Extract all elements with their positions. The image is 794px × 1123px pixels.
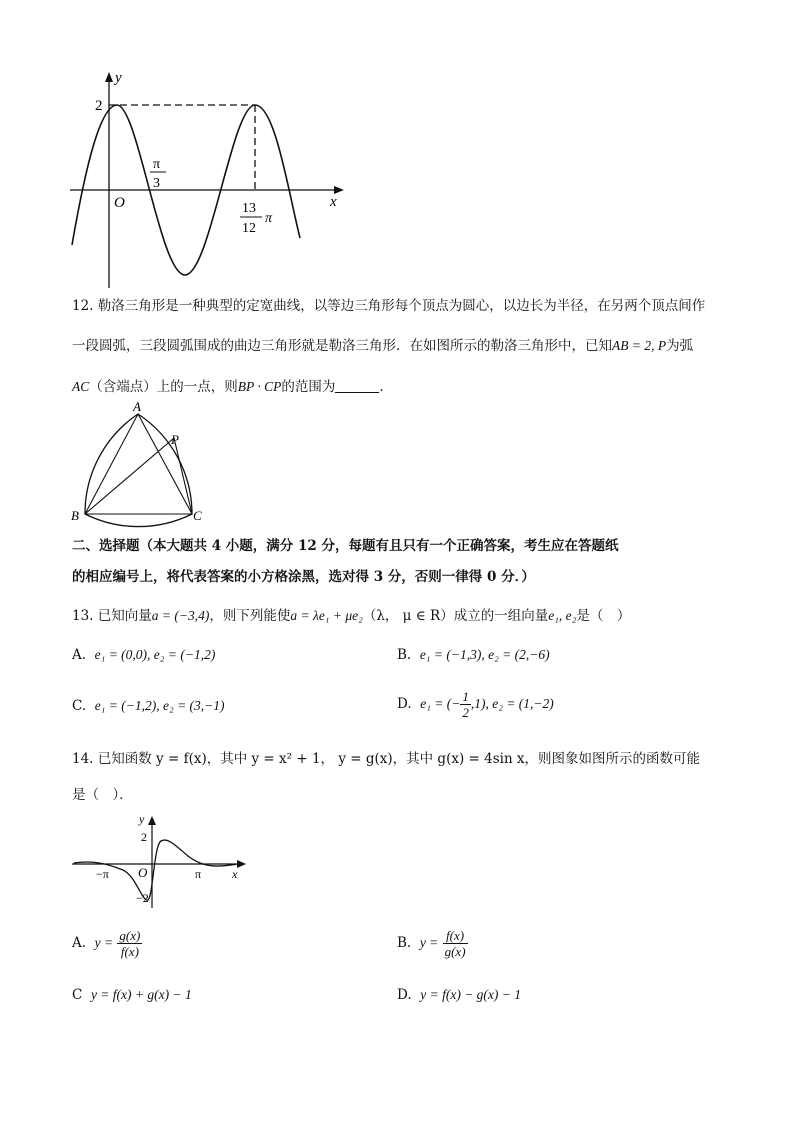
x-axis-label: x — [330, 194, 337, 210]
q13-option-b[interactable]: B. e₁ = (−1,3), e₂ = (2,−6) — [397, 647, 550, 663]
sine-graph — [60, 60, 360, 300]
q14-option-d[interactable]: D. y = f(x) − g(x) − 1 — [397, 987, 522, 1003]
answer-blank — [335, 378, 379, 393]
tick-pi-3-num: π — [153, 157, 161, 172]
q14-option-c[interactable]: C y = f(x) + g(x) − 1 — [72, 987, 192, 1003]
y-tick-2: 2 — [95, 98, 103, 114]
reuleaux-triangle-figure — [65, 398, 215, 528]
q14-option-b[interactable]: B. y = $\frac{f(x)}{g(x)}$ — [397, 928, 466, 959]
q13-option-a[interactable]: A. e₁ = (0,0), e₂ = (−1,2) — [72, 647, 216, 663]
section-heading-line2: 的相应编号上，将代表答案的小方格涂黑，选对得 3 分，否则一律得 0 分．） — [72, 569, 535, 585]
q14-line2: 是（ ）． — [72, 787, 133, 803]
x-axis-label-2: x — [232, 867, 238, 881]
tick-pi-3-den: 3 — [153, 176, 160, 191]
dot-product: BP · CP — [237, 379, 282, 394]
q12-line3: AC（含端点）上的一点，则BP · CP的范围为 ． — [72, 379, 393, 395]
linear-combination: a = λe₁ + μe₂ — [290, 608, 363, 623]
q12-given: AB = 2, P — [612, 338, 667, 353]
q12-line2: 一段圆弧，三段圆弧围成的曲边三角形就是勒洛三角形．在如图所示的勒洛三角形中，已知AB = 2, P为弧 — [72, 338, 694, 354]
vector-a: a = (−3,4) — [151, 608, 210, 623]
q13-stem: 13. 已知向量a = (−3,4)，则下列能使a = λe₁ + μe₂（λ， μ ∈ R）成立的一组向量e₁, e₂是（ ） — [72, 608, 631, 624]
point-a: A — [133, 399, 141, 414]
y-tick-2: 2 — [141, 830, 147, 844]
point-c: C — [193, 508, 202, 523]
origin-label-2: O — [138, 865, 148, 880]
arc-ac: AC — [72, 379, 90, 394]
section-heading-line1: 二、选择题（本大题共 4 小题，满分 12 分，每题有且只有一个正确答案，考生应在答题纸 — [72, 538, 619, 554]
q13-option-c[interactable]: C. e₁ = (−1,2), e₂ = (3,−1) — [72, 698, 225, 714]
origin-label: O — [114, 195, 125, 211]
function-graph — [68, 810, 258, 915]
y-axis-label: y — [115, 70, 122, 86]
q14-line1: 14. 已知函数 y = f(x)，其中 y = x² + 1， y = g(x)，其中 g(x) = 4sin x，则图象如图所示的函数可能 — [72, 751, 701, 767]
q14-option-a[interactable]: A. y = $\frac{g(x)}{f(x)}$ — [72, 928, 141, 959]
x-tick-pi: π — [195, 867, 202, 881]
q12-line1: 12. 勒洛三角形是一种典型的定宽曲线，以等边三角形每个顶点为圆心，以边长为半径，在另两个顶点间作 — [72, 298, 706, 314]
tick-13: 13 — [242, 201, 256, 216]
q13-option-d[interactable]: D. e₁ = (− $\frac{1}{2}$ ,1), e₂ = (1,−2) — [397, 689, 554, 720]
point-p: P — [171, 432, 179, 447]
y-tick-neg2: −2 — [136, 891, 149, 905]
point-b: B — [71, 508, 79, 523]
y-axis-label-2: y — [139, 812, 145, 826]
tick-12: 12 — [242, 221, 256, 236]
x-tick-neg-pi: −π — [96, 867, 109, 881]
tick-pi: π — [265, 211, 273, 226]
